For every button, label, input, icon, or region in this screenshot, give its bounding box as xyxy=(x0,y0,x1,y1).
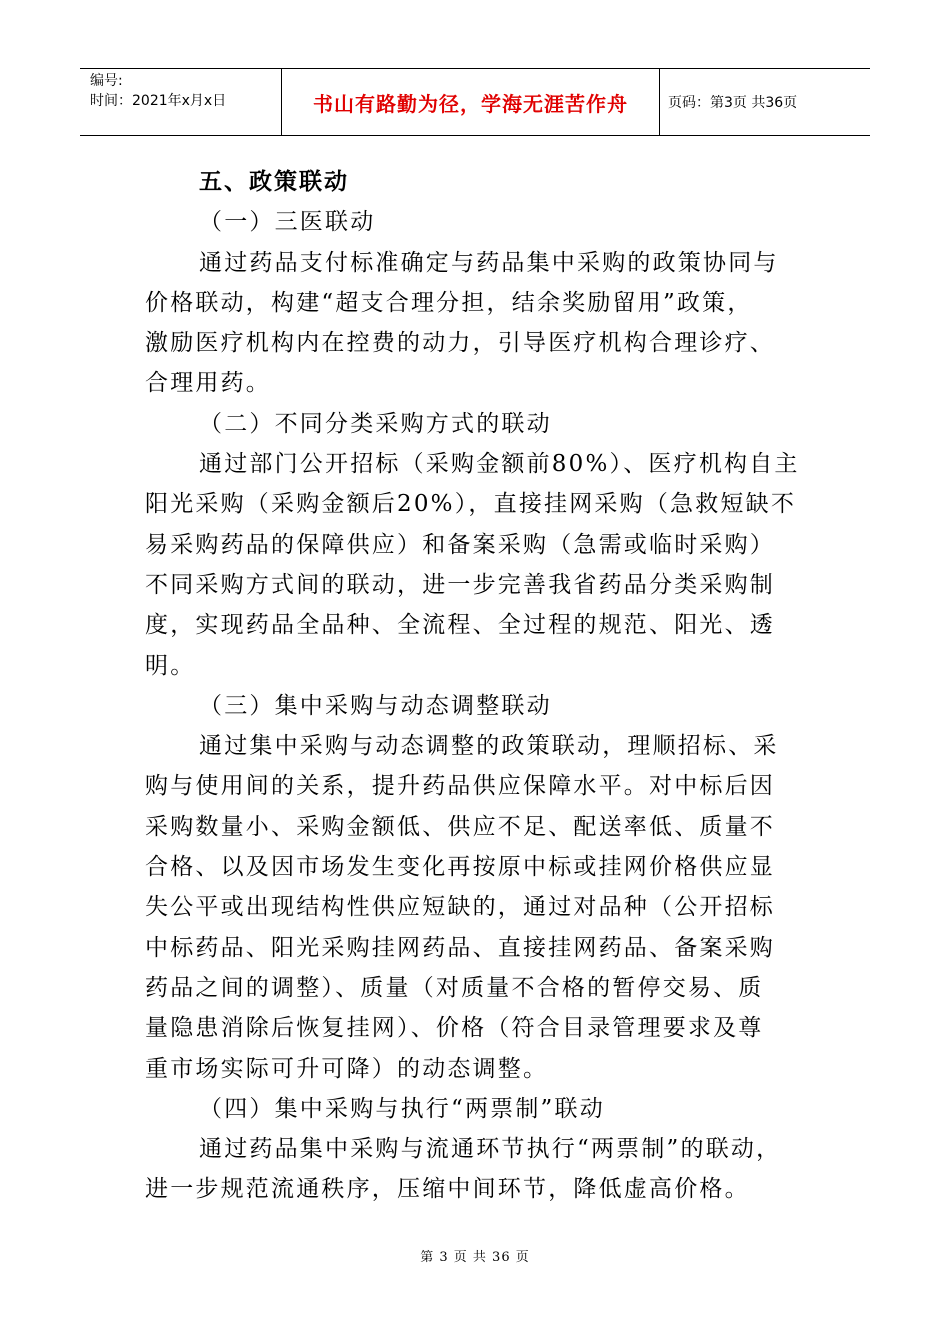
number-label: 编号: xyxy=(90,73,123,89)
subsection-heading-4: （四）集中采购与执行“两票制”联动 xyxy=(199,1095,605,1122)
section-heading: 五、政策联动 xyxy=(199,169,349,195)
subsection-heading-2: （二）不同分类采购方式的联动 xyxy=(199,410,552,437)
paragraph-line: 明。 xyxy=(145,652,196,679)
paragraph-line: 度，实现药品全品种、全流程、全过程的规范、阳光、透 xyxy=(145,612,775,639)
paragraph-line: 失公平或出现结构性供应短缺的，通过对品种（公开招标 xyxy=(145,894,775,921)
paragraph-line: 合格、以及因市场发生变化再按原中标或挂网价格供应显 xyxy=(145,854,775,881)
paragraph-line: 药品之间的调整）、质量（对质量不合格的暂停交易、质 xyxy=(145,974,764,1001)
paragraph-line: 重市场实际可升可降）的动态调整。 xyxy=(145,1055,549,1082)
header-page-info xyxy=(660,69,870,135)
paragraph-line: 激励医疗机构内在控费的动力，引导医疗机构合理诊疗、 xyxy=(145,330,775,357)
page-footer xyxy=(0,1246,950,1265)
header-meta xyxy=(80,69,282,135)
header-motto-cell xyxy=(282,69,660,135)
paragraph-line: 通过部门公开招标（采购金额前80%）、医疗机构自主 xyxy=(199,451,800,478)
header-motto: 书山有路勤为径，学海无涯苦作舟 xyxy=(313,91,628,116)
paragraph-line: 阳光采购（采购金额后20%），直接挂网采购（急救短缺不 xyxy=(145,491,797,518)
paragraph-line: 采购数量小、采购金额低、供应不足、配送率低、质量不 xyxy=(145,813,775,840)
subsection-heading-3: （三）集中采购与动态调整联动 xyxy=(199,692,552,719)
page-header xyxy=(80,68,870,136)
paragraph-line: 购与使用间的关系，提升药品供应保障水平。对中标后因 xyxy=(145,773,775,800)
document-body xyxy=(145,162,815,1210)
paragraph-line: 中标药品、阳光采购挂网药品、直接挂网药品、备案采购 xyxy=(145,934,775,961)
paragraph-line: 合理用药。 xyxy=(145,370,271,397)
paragraph-line: 不同采购方式间的联动，进一步完善我省药品分类采购制 xyxy=(145,571,775,598)
subsection-heading-1: （一）三医联动 xyxy=(199,209,376,236)
paragraph-line: 通过集中采购与动态调整的政策联动，理顺招标、采 xyxy=(199,733,779,760)
paragraph-line: 进一步规范流通秩序，压缩中间环节，降低虚高价格。 xyxy=(145,1176,750,1203)
time-label: 时间：2021年x月x日 xyxy=(90,93,227,109)
paragraph-line: 易采购药品的保障供应）和备案采购（急需或临时采购） xyxy=(145,531,775,558)
page-info-text: 页码：第3页 共36页 xyxy=(668,95,798,111)
paragraph-line: 价格联动，构建“超支合理分担，结余奖励留用”政策， xyxy=(145,289,753,316)
paragraph-line: 通过药品集中采购与流通环节执行“两票制”的联动， xyxy=(199,1136,782,1163)
footer-page-number: 第 3 页 共 36 页 xyxy=(420,1250,530,1265)
paragraph-line: 量隐患消除后恢复挂网）、价格（符合目录管理要求及尊 xyxy=(145,1015,764,1042)
paragraph-line: 通过药品支付标准确定与药品集中采购的政策协同与 xyxy=(199,249,779,276)
